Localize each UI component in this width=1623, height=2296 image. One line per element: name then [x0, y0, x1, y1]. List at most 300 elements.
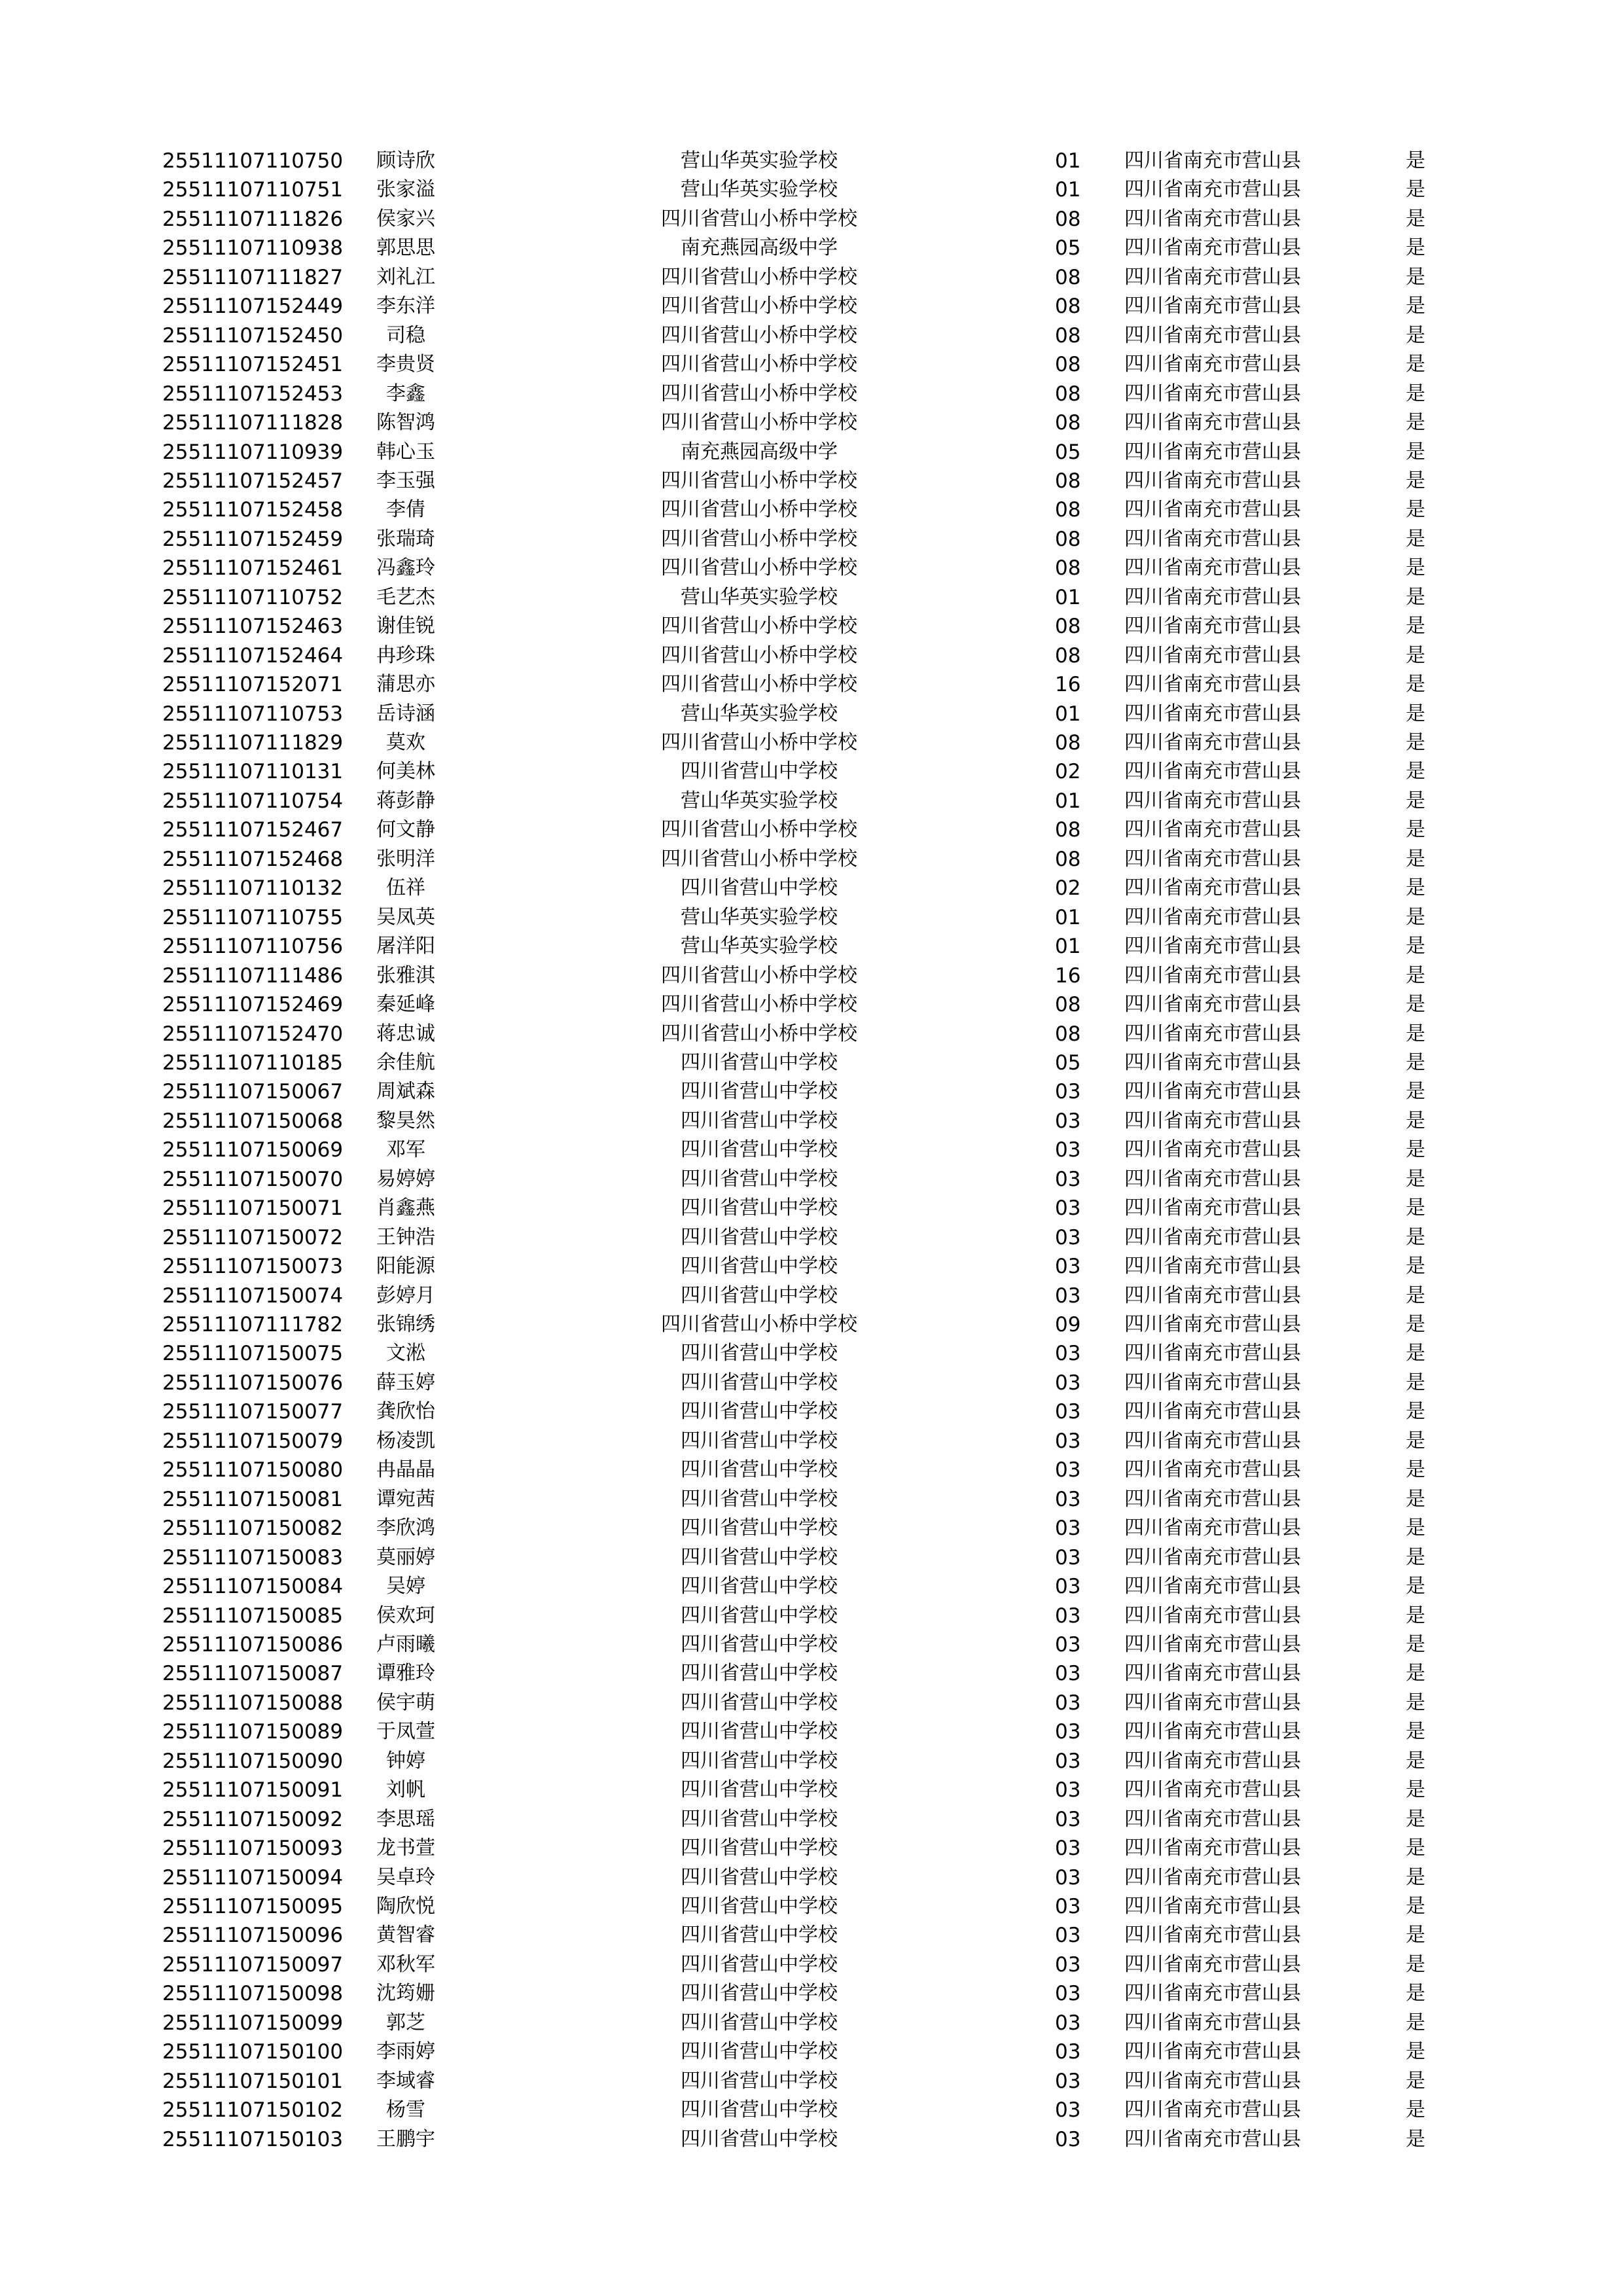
school-name: 四川省营山中学校 — [681, 1196, 838, 1220]
student-name: 冉珍珠 — [376, 643, 435, 667]
school-name: 四川省营山小桥中学校 — [661, 265, 857, 289]
student-id: 25511107150070 — [162, 1167, 344, 1191]
table-row — [0, 1659, 1623, 1688]
address: 四川省南充市营山县 — [1124, 178, 1301, 202]
student-id: 25511107152467 — [162, 818, 344, 842]
category-code: 03 — [1055, 1429, 1081, 1453]
school-name: 四川省营山中学校 — [681, 1138, 838, 1162]
category-code: 08 — [1055, 818, 1081, 842]
confirmed-flag: 是 — [1406, 1050, 1425, 1074]
category-code: 05 — [1055, 1050, 1081, 1075]
category-code: 08 — [1055, 615, 1081, 639]
category-code: 03 — [1055, 1196, 1081, 1221]
table-row — [0, 845, 1623, 874]
table-row — [0, 1282, 1623, 1310]
category-code: 03 — [1055, 1138, 1081, 1162]
category-code: 03 — [1055, 1778, 1081, 1803]
address: 四川省南充市营山县 — [1124, 382, 1301, 405]
student-id: 25511107110754 — [162, 789, 344, 813]
address: 四川省南充市营山县 — [1124, 1575, 1301, 1598]
school-name: 四川省营山中学校 — [681, 1109, 838, 1132]
table-row — [0, 292, 1623, 321]
address: 四川省南充市营山县 — [1124, 731, 1301, 754]
student-id: 25511107150096 — [162, 1924, 344, 1948]
category-code: 03 — [1055, 1575, 1081, 1599]
student-id: 25511107110751 — [162, 178, 344, 202]
student-name: 莫欢 — [386, 731, 425, 754]
school-name: 四川省营山中学校 — [681, 1225, 838, 1249]
confirmed-flag: 是 — [1406, 1225, 1425, 1249]
student-id: 25511107152449 — [162, 295, 344, 319]
table-row — [0, 1252, 1623, 1281]
address: 四川省南充市营山县 — [1124, 643, 1301, 667]
confirmed-flag: 是 — [1406, 1924, 1425, 1947]
category-code: 09 — [1055, 1313, 1081, 1336]
category-code: 08 — [1055, 382, 1081, 406]
address: 四川省南充市营山县 — [1124, 1371, 1301, 1394]
school-name: 四川省营山中学校 — [681, 1255, 838, 1278]
confirmed-flag: 是 — [1406, 178, 1425, 202]
school-name: 四川省营山中学校 — [681, 1952, 838, 1976]
student-name: 莫丽婷 — [376, 1545, 435, 1569]
student-id: 25511107152453 — [162, 382, 344, 406]
student-name: 吴凤英 — [376, 905, 435, 929]
student-id: 25511107110938 — [162, 236, 344, 260]
student-name: 李倩 — [386, 498, 425, 522]
confirmed-flag: 是 — [1406, 935, 1425, 958]
address: 四川省南充市营山县 — [1124, 1022, 1301, 1045]
confirmed-flag: 是 — [1406, 1022, 1425, 1045]
confirmed-flag: 是 — [1406, 498, 1425, 522]
confirmed-flag: 是 — [1406, 1837, 1425, 1860]
address: 四川省南充市营山县 — [1124, 2069, 1301, 2092]
confirmed-flag: 是 — [1406, 818, 1425, 842]
student-id: 25511107110755 — [162, 905, 344, 929]
table-row — [0, 903, 1623, 932]
school-name: 营山华英实验学校 — [681, 149, 838, 172]
school-name: 四川省营山小桥中学校 — [661, 1313, 857, 1336]
category-code: 08 — [1055, 207, 1081, 231]
school-name: 四川省营山中学校 — [681, 760, 838, 783]
student-name: 陶欣悦 — [376, 1895, 435, 1918]
student-id: 25511107150079 — [162, 1429, 344, 1453]
student-name: 屠洋阳 — [376, 935, 435, 958]
confirmed-flag: 是 — [1406, 1313, 1425, 1336]
address: 四川省南充市营山县 — [1124, 1138, 1301, 1162]
confirmed-flag: 是 — [1406, 411, 1425, 435]
address: 四川省南充市营山县 — [1124, 2098, 1301, 2122]
student-name: 张家溢 — [376, 178, 435, 202]
table-row — [0, 1136, 1623, 1164]
category-code: 02 — [1055, 760, 1081, 784]
student-name: 毛艺杰 — [376, 585, 435, 609]
table-row — [0, 2067, 1623, 2096]
address: 四川省南充市营山县 — [1124, 265, 1301, 289]
category-code: 03 — [1055, 1080, 1081, 1104]
category-code: 03 — [1055, 1342, 1081, 1366]
address: 四川省南充市营山县 — [1124, 905, 1301, 929]
student-name: 何美林 — [376, 760, 435, 783]
category-code: 08 — [1055, 353, 1081, 377]
student-name: 郭芝 — [386, 2011, 425, 2034]
school-name: 四川省营山中学校 — [681, 2127, 838, 2151]
student-name: 杨凌凯 — [376, 1429, 435, 1452]
category-code: 08 — [1055, 295, 1081, 319]
student-name: 易婷婷 — [376, 1167, 435, 1191]
address: 四川省南充市营山县 — [1124, 1982, 1301, 2005]
school-name: 四川省营山中学校 — [681, 1982, 838, 2005]
school-name: 营山华英实验学校 — [681, 585, 838, 609]
confirmed-flag: 是 — [1406, 1865, 1425, 1889]
address: 四川省南充市营山县 — [1124, 498, 1301, 522]
category-code: 08 — [1055, 265, 1081, 289]
address: 四川省南充市营山县 — [1124, 207, 1301, 230]
table-row — [0, 438, 1623, 467]
category-code: 16 — [1055, 963, 1081, 988]
student-name: 伍祥 — [386, 876, 425, 900]
category-code: 03 — [1055, 1283, 1081, 1308]
address: 四川省南充市营山县 — [1124, 1778, 1301, 1802]
table-row — [0, 2037, 1623, 2066]
school-name: 四川省营山中学校 — [681, 1691, 838, 1714]
confirmed-flag: 是 — [1406, 731, 1425, 754]
student-id: 25511107150073 — [162, 1255, 344, 1279]
confirmed-flag: 是 — [1406, 1196, 1425, 1220]
school-name: 四川省营山小桥中学校 — [661, 295, 857, 318]
category-code: 03 — [1055, 1516, 1081, 1541]
address: 四川省南充市营山县 — [1124, 1080, 1301, 1103]
confirmed-flag: 是 — [1406, 1545, 1425, 1569]
student-id: 25511107150075 — [162, 1342, 344, 1366]
student-id: 25511107150081 — [162, 1487, 344, 1511]
school-name: 四川省营山小桥中学校 — [661, 731, 857, 754]
address: 四川省南充市营山县 — [1124, 702, 1301, 725]
table-row — [0, 1834, 1623, 1863]
school-name: 四川省营山小桥中学校 — [661, 382, 857, 405]
student-id: 25511107152459 — [162, 527, 344, 551]
table-row — [0, 1339, 1623, 1368]
address: 四川省南充市营山县 — [1124, 935, 1301, 958]
table-row — [0, 670, 1623, 699]
address: 四川省南充市营山县 — [1124, 1545, 1301, 1569]
student-id: 25511107150088 — [162, 1691, 344, 1715]
student-name: 蒲思亦 — [376, 673, 435, 696]
school-name: 四川省营山小桥中学校 — [661, 643, 857, 667]
student-name: 谭宛茜 — [376, 1487, 435, 1511]
student-id: 25511107150103 — [162, 2127, 344, 2151]
student-name: 周斌森 — [376, 1080, 435, 1103]
school-name: 南充燕园高级中学 — [681, 236, 838, 260]
student-id: 25511107150097 — [162, 1952, 344, 1977]
confirmed-flag: 是 — [1406, 440, 1425, 463]
confirmed-flag: 是 — [1406, 1400, 1425, 1424]
address: 四川省南充市营山县 — [1124, 818, 1301, 842]
school-name: 四川省营山中学校 — [681, 2011, 838, 2034]
student-name: 文淞 — [386, 1342, 425, 1365]
table-row — [0, 380, 1623, 408]
student-name: 阳能源 — [376, 1255, 435, 1278]
address: 四川省南充市营山县 — [1124, 673, 1301, 696]
table-row — [0, 1689, 1623, 1717]
category-code: 02 — [1055, 876, 1081, 901]
school-name: 四川省营山中学校 — [681, 1050, 838, 1074]
student-id: 25511107110939 — [162, 440, 344, 464]
student-id: 25511107150100 — [162, 2040, 344, 2064]
table-row — [0, 757, 1623, 786]
student-name: 谢佳锐 — [376, 615, 435, 638]
table-row — [0, 1543, 1623, 1572]
table-row — [0, 1747, 1623, 1776]
address: 四川省南充市营山县 — [1124, 1458, 1301, 1482]
school-name: 营山华英实验学校 — [681, 702, 838, 725]
table-row — [0, 728, 1623, 757]
student-id: 25511107150071 — [162, 1196, 344, 1221]
table-row — [0, 1077, 1623, 1106]
table-row — [0, 1485, 1623, 1514]
address: 四川省南充市营山县 — [1124, 323, 1301, 347]
student-name: 李雨婷 — [376, 2040, 435, 2064]
student-id: 25511107110753 — [162, 702, 344, 726]
address: 四川省南充市营山县 — [1124, 847, 1301, 870]
address: 四川省南充市营山县 — [1124, 236, 1301, 260]
confirmed-flag: 是 — [1406, 1632, 1425, 1656]
table-row — [0, 641, 1623, 670]
school-name: 四川省营山中学校 — [681, 1778, 838, 1802]
confirmed-flag: 是 — [1406, 2127, 1425, 2151]
student-id: 25511107150067 — [162, 1080, 344, 1104]
student-id: 25511107150093 — [162, 1837, 344, 1861]
student-name: 李思瑶 — [376, 1807, 435, 1831]
category-code: 08 — [1055, 847, 1081, 871]
confirmed-flag: 是 — [1406, 1895, 1425, 1918]
student-id: 25511107111826 — [162, 207, 344, 231]
confirmed-flag: 是 — [1406, 1516, 1425, 1540]
student-name: 王钟浩 — [376, 1225, 435, 1249]
category-code: 05 — [1055, 440, 1081, 464]
student-id: 25511107110752 — [162, 585, 344, 609]
category-code: 08 — [1055, 411, 1081, 435]
school-name: 四川省营山中学校 — [681, 1575, 838, 1598]
address: 四川省南充市营山县 — [1124, 411, 1301, 435]
table-row — [0, 234, 1623, 262]
student-id: 25511107152451 — [162, 353, 344, 377]
category-code: 03 — [1055, 1720, 1081, 1744]
student-name: 李欣鸿 — [376, 1516, 435, 1540]
address: 四川省南充市营山县 — [1124, 556, 1301, 580]
category-code: 03 — [1055, 1952, 1081, 1977]
school-name: 四川省营山小桥中学校 — [661, 818, 857, 842]
student-name: 张锦绣 — [376, 1313, 435, 1336]
student-name: 侯宇萌 — [376, 1691, 435, 1714]
confirmed-flag: 是 — [1406, 1487, 1425, 1511]
school-name: 四川省营山小桥中学校 — [661, 353, 857, 376]
school-name: 四川省营山中学校 — [681, 1720, 838, 1744]
table-row — [0, 612, 1623, 641]
table-row — [0, 1863, 1623, 1892]
school-name: 营山华英实验学校 — [681, 935, 838, 958]
student-id: 25511107150095 — [162, 1895, 344, 1918]
student-id: 25511107150082 — [162, 1516, 344, 1541]
school-name: 四川省营山小桥中学校 — [661, 847, 857, 870]
category-code: 05 — [1055, 236, 1081, 260]
student-id: 25511107110756 — [162, 935, 344, 959]
confirmed-flag: 是 — [1406, 760, 1425, 783]
category-code: 03 — [1055, 2011, 1081, 2035]
address: 四川省南充市营山县 — [1124, 440, 1301, 463]
school-name: 四川省营山中学校 — [681, 1458, 838, 1482]
student-id: 25511107150098 — [162, 1982, 344, 2006]
school-name: 四川省营山中学校 — [681, 1924, 838, 1947]
school-name: 四川省营山中学校 — [681, 1371, 838, 1394]
student-name: 岳诗涵 — [376, 702, 435, 725]
category-code: 08 — [1055, 731, 1081, 755]
address: 四川省南充市营山县 — [1124, 1895, 1301, 1918]
category-code: 01 — [1055, 178, 1081, 202]
school-name: 四川省营山中学校 — [681, 1895, 838, 1918]
student-name: 吴婷 — [386, 1575, 425, 1598]
category-code: 08 — [1055, 323, 1081, 348]
address: 四川省南充市营山县 — [1124, 615, 1301, 638]
table-row — [0, 1630, 1623, 1659]
school-name: 四川省营山中学校 — [681, 1837, 838, 1860]
address: 四川省南充市营山县 — [1124, 1050, 1301, 1074]
category-code: 03 — [1055, 1982, 1081, 2006]
confirmed-flag: 是 — [1406, 556, 1425, 580]
address: 四川省南充市营山县 — [1124, 295, 1301, 318]
confirmed-flag: 是 — [1406, 1080, 1425, 1103]
student-name: 张雅淇 — [376, 963, 435, 987]
school-name: 四川省营山中学校 — [681, 2098, 838, 2122]
school-name: 四川省营山小桥中学校 — [661, 556, 857, 580]
school-name: 营山华英实验学校 — [681, 178, 838, 202]
student-name: 李域睿 — [376, 2069, 435, 2092]
confirmed-flag: 是 — [1406, 993, 1425, 1016]
student-id: 25511107110750 — [162, 149, 344, 173]
table-row — [0, 263, 1623, 292]
student-id: 25511107152071 — [162, 673, 344, 697]
table-row — [0, 321, 1623, 350]
student-name: 钟婷 — [386, 1749, 425, 1772]
school-name: 四川省营山中学校 — [681, 1516, 838, 1540]
address: 四川省南充市营山县 — [1124, 993, 1301, 1016]
address: 四川省南充市营山县 — [1124, 149, 1301, 172]
confirmed-flag: 是 — [1406, 789, 1425, 812]
category-code: 03 — [1055, 1895, 1081, 1918]
confirmed-flag: 是 — [1406, 2098, 1425, 2122]
address: 四川省南充市营山县 — [1124, 2011, 1301, 2034]
student-id: 25511107152461 — [162, 556, 344, 581]
confirmed-flag: 是 — [1406, 1691, 1425, 1714]
school-name: 四川省营山小桥中学校 — [661, 469, 857, 492]
table-row — [0, 1776, 1623, 1804]
student-name: 王鹏宇 — [376, 2127, 435, 2151]
student-name: 于凤萱 — [376, 1720, 435, 1744]
category-code: 03 — [1055, 1371, 1081, 1395]
address: 四川省南充市营山县 — [1124, 1632, 1301, 1656]
category-code: 03 — [1055, 1255, 1081, 1279]
student-name: 龙书萱 — [376, 1837, 435, 1860]
student-name: 薛玉婷 — [376, 1371, 435, 1394]
address: 四川省南充市营山县 — [1124, 1196, 1301, 1220]
student-id: 25511107150090 — [162, 1749, 344, 1773]
confirmed-flag: 是 — [1406, 1167, 1425, 1191]
address: 四川省南充市营山县 — [1124, 1283, 1301, 1307]
address: 四川省南充市营山县 — [1124, 876, 1301, 900]
school-name: 四川省营山小桥中学校 — [661, 207, 857, 230]
category-code: 03 — [1055, 1749, 1081, 1773]
student-name: 郭思思 — [376, 236, 435, 260]
student-name: 韩心玉 — [376, 440, 435, 463]
student-name: 卢雨曦 — [376, 1632, 435, 1656]
table-row — [0, 554, 1623, 583]
school-name: 四川省营山小桥中学校 — [661, 963, 857, 987]
address: 四川省南充市营山县 — [1124, 1807, 1301, 1831]
table-row — [0, 1979, 1623, 2008]
student-id: 25511107110132 — [162, 876, 344, 901]
confirmed-flag: 是 — [1406, 1109, 1425, 1132]
confirmed-flag: 是 — [1406, 673, 1425, 696]
address: 四川省南充市营山县 — [1124, 1313, 1301, 1336]
address: 四川省南充市营山县 — [1124, 1749, 1301, 1772]
school-name: 四川省营山小桥中学校 — [661, 673, 857, 696]
table-row — [0, 1194, 1623, 1223]
student-name: 蒋忠诚 — [376, 1022, 435, 1045]
student-id: 25511107150068 — [162, 1109, 344, 1133]
school-name: 四川省营山中学校 — [681, 1662, 838, 1685]
address: 四川省南充市营山县 — [1124, 353, 1301, 376]
address: 四川省南充市营山县 — [1124, 527, 1301, 550]
category-code: 03 — [1055, 2127, 1081, 2151]
address: 四川省南充市营山县 — [1124, 1225, 1301, 1249]
school-name: 四川省营山小桥中学校 — [661, 323, 857, 347]
school-name: 南充燕园高级中学 — [681, 440, 838, 463]
student-name: 邓军 — [386, 1138, 425, 1162]
student-name: 沈筠姗 — [376, 1982, 435, 2005]
category-code: 01 — [1055, 935, 1081, 959]
confirmed-flag: 是 — [1406, 963, 1425, 987]
confirmed-flag: 是 — [1406, 847, 1425, 870]
student-name: 李贵贤 — [376, 353, 435, 376]
student-id: 25511107152450 — [162, 323, 344, 348]
school-name: 四川省营山中学校 — [681, 1487, 838, 1511]
table-row — [0, 787, 1623, 816]
address: 四川省南充市营山县 — [1124, 760, 1301, 783]
student-name: 张明洋 — [376, 847, 435, 870]
school-name: 四川省营山中学校 — [681, 1632, 838, 1656]
table-row — [0, 1369, 1623, 1397]
student-name: 秦延峰 — [376, 993, 435, 1016]
category-code: 03 — [1055, 1837, 1081, 1861]
address: 四川省南充市营山县 — [1124, 1720, 1301, 1744]
address: 四川省南充市营山县 — [1124, 469, 1301, 492]
category-code: 03 — [1055, 1604, 1081, 1628]
table-row — [0, 1397, 1623, 1426]
confirmed-flag: 是 — [1406, 1749, 1425, 1772]
student-id: 25511107152470 — [162, 1022, 344, 1046]
confirmed-flag: 是 — [1406, 207, 1425, 230]
address: 四川省南充市营山县 — [1124, 963, 1301, 987]
address: 四川省南充市营山县 — [1124, 2127, 1301, 2151]
school-name: 四川省营山中学校 — [681, 1545, 838, 1569]
student-id: 25511107111486 — [162, 963, 344, 988]
confirmed-flag: 是 — [1406, 585, 1425, 609]
confirmed-flag: 是 — [1406, 1807, 1425, 1831]
student-name: 何文静 — [376, 818, 435, 842]
student-name: 冯鑫玲 — [376, 556, 435, 580]
confirmed-flag: 是 — [1406, 295, 1425, 318]
student-name: 冉晶晶 — [376, 1458, 435, 1482]
address: 四川省南充市营山县 — [1124, 1604, 1301, 1627]
